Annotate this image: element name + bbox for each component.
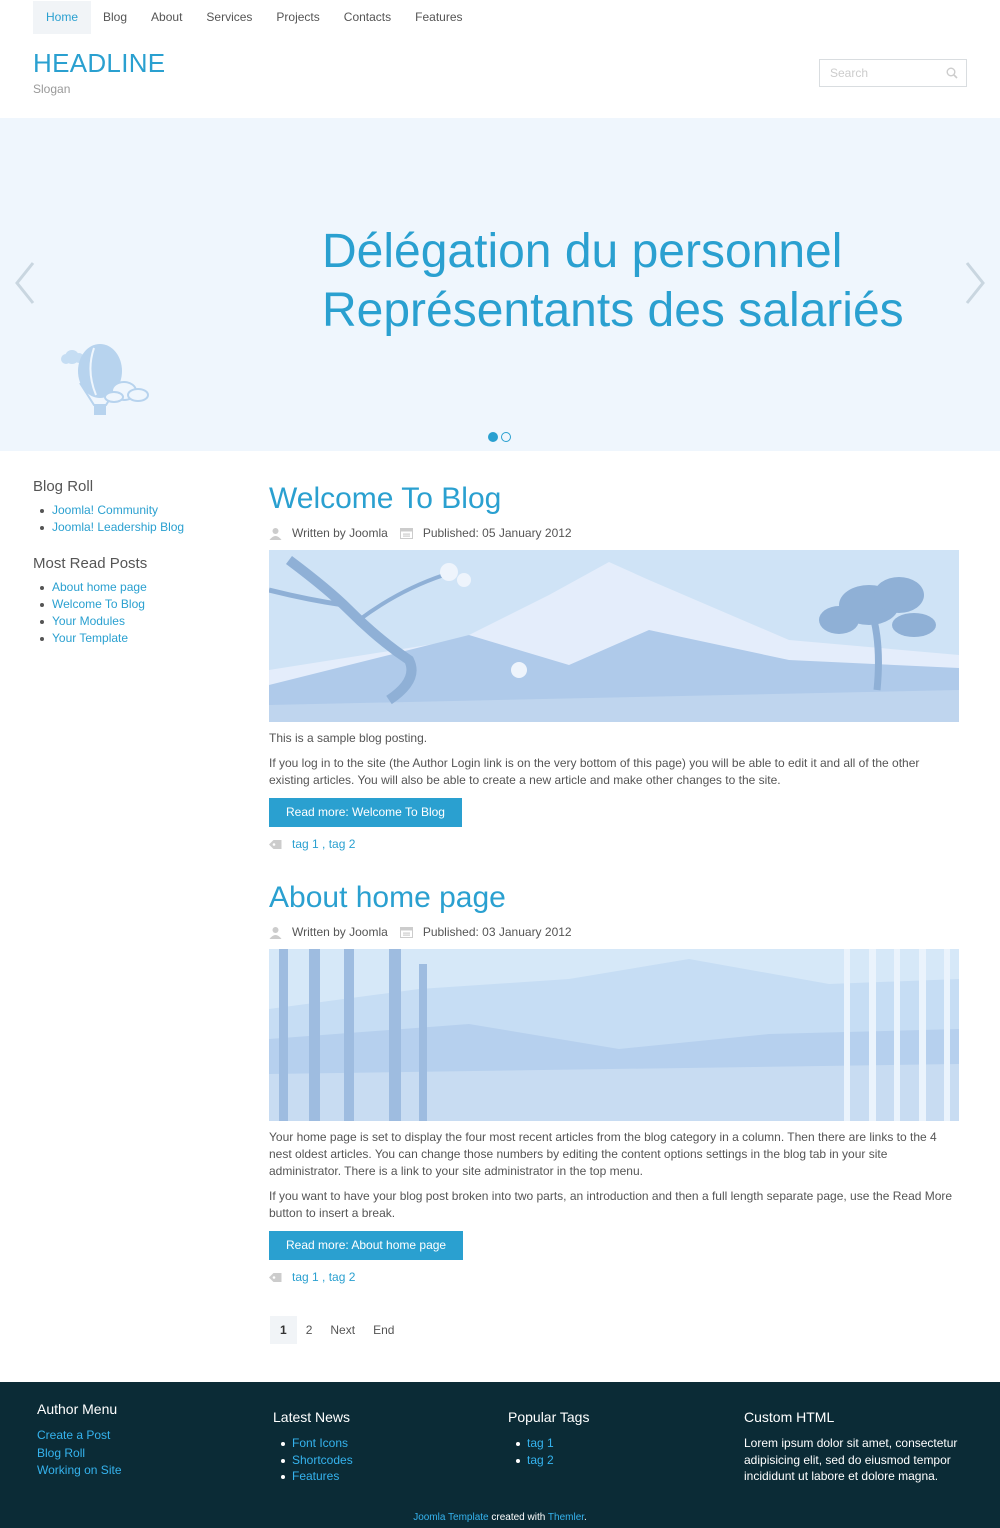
popular-tags-list: [508, 1435, 589, 1468]
slider-dot-2[interactable]: [501, 432, 511, 442]
article-meta: [269, 525, 959, 541]
article-paragraph: If you want to have your blog post broken into two parts, an introduction and then a full length separate page, use the Read More button to insert a break.: [269, 1189, 953, 1220]
list-item: [33, 596, 233, 613]
tag-icon: [269, 839, 282, 850]
page-2[interactable]: 2: [305, 1323, 313, 1337]
nav-item-features[interactable]: Features: [415, 10, 463, 24]
sidebar: [33, 478, 233, 666]
custom-html-text: Lorem ipsum dolor sit amet, consectetur adipisicing elit, sed do eiusmod tempor incididunt ut labore et dolore magna.: [744, 1436, 958, 1484]
hero-slider: [0, 118, 1000, 451]
latest-news-list: [273, 1435, 353, 1485]
themler-link[interactable]: Themler: [547, 1512, 585, 1523]
author-menu-links: [37, 1427, 122, 1480]
article-paragraph: This is a sample blog posting.: [269, 731, 428, 745]
article-tags: [269, 1269, 959, 1285]
landscape-mountain-image: [269, 550, 959, 722]
tag-link[interactable]: tag 2: [527, 1452, 554, 1467]
blog-roll-list: [33, 502, 233, 536]
list-item: [508, 1452, 589, 1469]
latest-news-link[interactable]: Features: [292, 1469, 340, 1484]
tag-link[interactable]: tag 1: [527, 1436, 554, 1450]
site-headline[interactable]: HEADLINE: [33, 48, 166, 78]
blog-roll-link[interactable]: Joomla! Leadership Blog: [52, 520, 185, 534]
hot-air-balloon-icon: [58, 343, 154, 423]
most-read-link[interactable]: Your Modules: [52, 614, 125, 628]
footer-heading: Popular Tags: [508, 1409, 590, 1425]
nav-item-home[interactable]: Home: [33, 1, 91, 34]
tag-link[interactable]: tag 1: [292, 837, 319, 851]
article-paragraph: If you log in to the site (the Author Login link is on the very bottom of this page) you will be able to edit it and all of the other existing articles. You will also be able to create a new article and make other changes to the site.: [269, 756, 920, 787]
tag-link[interactable]: tag 2: [328, 1270, 356, 1284]
user-icon: [269, 527, 282, 540]
top-nav: [33, 1, 475, 34]
most-read-title: Most Read Posts: [33, 555, 148, 572]
article-title[interactable]: About home page: [269, 881, 506, 914]
blog-roll-link[interactable]: Joomla! Community: [52, 503, 159, 517]
slide-caption-line1: Délégation du personnel: [322, 225, 843, 278]
tag-icon: [269, 1272, 282, 1283]
slide-caption: [322, 222, 904, 340]
search-input[interactable]: [820, 60, 940, 86]
nav-item-about[interactable]: About: [151, 10, 183, 24]
article-paragraph: Your home page is set to display the four most recent articles from the blog category in a column. Then there are links to the 4 nest oldest articles. You can change those numbers by editing the content options settings in the blog tab in your site administrator. There is a link to your site administrator in the top menu.: [269, 1130, 937, 1178]
article-author: Written by Joomla: [292, 526, 388, 540]
list-item: [273, 1468, 353, 1485]
search-icon[interactable]: [946, 67, 958, 79]
chevron-right-icon[interactable]: [963, 261, 987, 305]
list-item: [33, 630, 233, 647]
footer-popular-tags: [508, 1409, 589, 1468]
most-read-link[interactable]: About home page: [52, 580, 147, 594]
list-item: [33, 519, 233, 536]
slider-dots: [488, 432, 511, 442]
footer-heading: Latest News: [273, 1409, 351, 1425]
nav-item-services[interactable]: Services: [206, 10, 253, 24]
credit-end: .: [584, 1512, 587, 1523]
footer-credit: [0, 1512, 1000, 1523]
site-slogan: Slogan: [33, 82, 71, 96]
page-1: 1: [270, 1316, 297, 1344]
footer-latest-news: [273, 1409, 353, 1485]
footer-author-menu: [37, 1401, 122, 1480]
joomla-template-link[interactable]: Joomla Template: [413, 1512, 489, 1523]
nav-item-contacts[interactable]: Contacts: [343, 10, 392, 24]
user-icon: [269, 926, 282, 939]
article-published: Published: 03 January 2012: [422, 925, 572, 939]
most-read-link[interactable]: Your Template: [52, 631, 129, 645]
list-item: [273, 1435, 353, 1452]
slider-dot-1[interactable]: [488, 432, 498, 442]
article-published: Published: 05 January 2012: [422, 526, 572, 540]
article-welcome: [269, 481, 959, 852]
tag-separator: ,: [318, 1270, 329, 1284]
calendar-icon: [400, 527, 413, 539]
page-next[interactable]: Next: [330, 1323, 356, 1337]
nav-item-projects[interactable]: Projects: [276, 10, 320, 24]
footer: [0, 1382, 1000, 1528]
list-item: [273, 1452, 353, 1469]
tag-separator: ,: [318, 837, 329, 851]
blog-roll-title: Blog Roll: [33, 478, 94, 495]
calendar-icon: [400, 926, 413, 938]
list-item: [33, 502, 233, 519]
footer-heading: Author Menu: [37, 1401, 118, 1417]
bamboo-landscape-image: [269, 949, 959, 1121]
read-more-button[interactable]: Read more: About home page: [269, 1231, 463, 1260]
working-on-site-link[interactable]: Working on Site: [37, 1463, 122, 1477]
search-box: [819, 59, 967, 87]
read-more-button[interactable]: Read more: Welcome To Blog: [269, 798, 462, 827]
most-read-list: [33, 579, 233, 647]
list-item: [508, 1435, 589, 1452]
tag-link[interactable]: tag 2: [328, 837, 356, 851]
tag-link[interactable]: tag 1: [292, 1270, 319, 1284]
chevron-left-icon[interactable]: [13, 261, 37, 305]
article-author: Written by Joomla: [292, 925, 388, 939]
footer-heading: Custom HTML: [744, 1409, 835, 1425]
footer-custom-html: [744, 1409, 969, 1485]
latest-news-link[interactable]: Font Icons: [292, 1436, 349, 1450]
blog-roll-link[interactable]: Blog Roll: [37, 1445, 86, 1460]
list-item: [33, 579, 233, 596]
pagination: [270, 1316, 403, 1344]
article-title[interactable]: Welcome To Blog: [269, 482, 502, 515]
article-tags: [269, 836, 959, 852]
credit-text: created with: [488, 1512, 548, 1523]
article-about-home: [269, 880, 959, 1285]
most-read-link[interactable]: Welcome To Blog: [52, 597, 145, 611]
create-post-link[interactable]: Create a Post: [37, 1428, 111, 1442]
list-item: [33, 613, 233, 630]
page-end[interactable]: End: [373, 1323, 395, 1337]
article-meta: [269, 924, 959, 940]
slide-caption-line2: Représentants des salariés: [322, 284, 904, 337]
latest-news-link[interactable]: Shortcodes: [292, 1452, 353, 1467]
nav-item-blog[interactable]: Blog: [103, 10, 128, 24]
